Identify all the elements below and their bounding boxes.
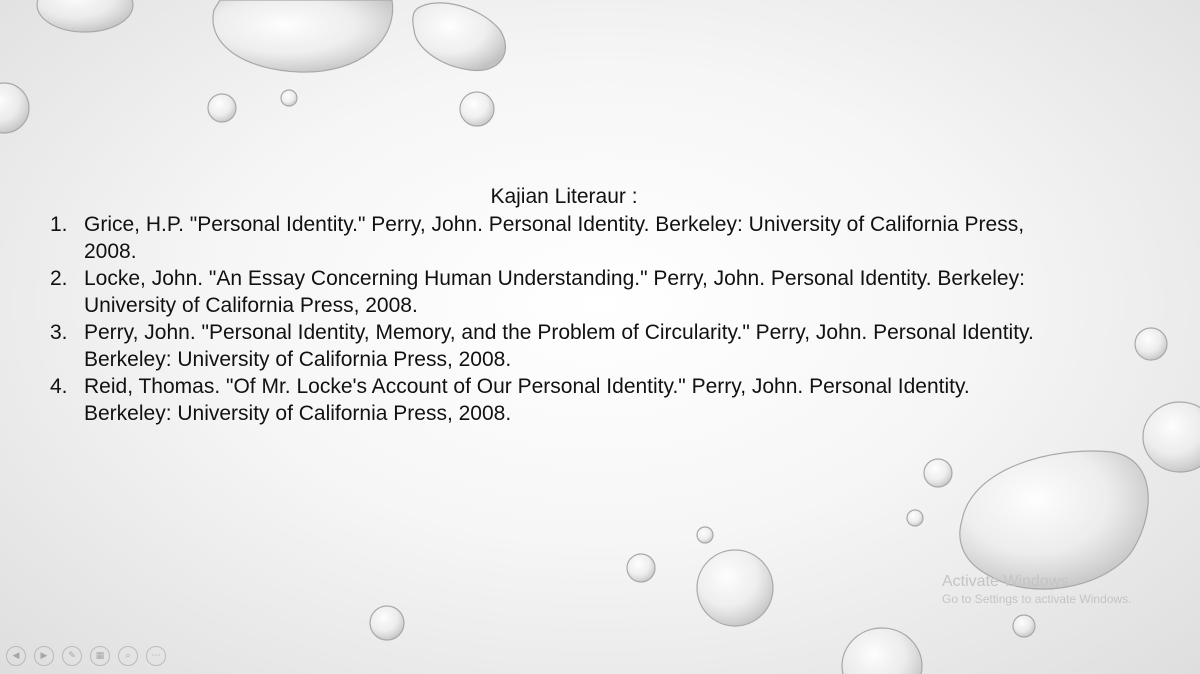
- water-drop: [1135, 328, 1167, 360]
- water-drop: [413, 3, 506, 71]
- activate-windows-watermark: [942, 572, 1131, 607]
- list-item: [50, 211, 1040, 265]
- list-item: [50, 373, 1040, 427]
- reference-list: [50, 211, 1040, 427]
- zoom-icon[interactable]: ⌕: [118, 646, 138, 666]
- list-item: [50, 265, 1040, 319]
- list-number: 2.: [50, 267, 68, 290]
- water-drop: [627, 554, 655, 582]
- water-drop: [924, 459, 952, 487]
- water-drop: [1143, 402, 1200, 472]
- list-number: 4.: [50, 375, 68, 398]
- reference-text: Locke, John. "An Essay Concerning Human Understanding." Perry, John. Personal Identity. Berkeley: University of California Press, 2008.: [84, 267, 1025, 317]
- watermark-subtitle: Go to Settings to activate Windows.: [942, 592, 1132, 606]
- water-drop: [1013, 615, 1035, 637]
- water-drop: [213, 0, 393, 72]
- list-number: 1.: [50, 213, 68, 236]
- water-drop: [697, 550, 773, 626]
- water-drop: [37, 0, 133, 32]
- previous-icon[interactable]: ◀: [6, 646, 26, 666]
- pen-icon[interactable]: ✎: [62, 646, 82, 666]
- water-drop: [281, 90, 297, 106]
- list-number: 3.: [50, 321, 68, 344]
- list-item: [50, 319, 1040, 373]
- more-icon[interactable]: ⋯: [146, 646, 166, 666]
- next-icon[interactable]: ▶: [34, 646, 54, 666]
- reference-text: Perry, John. "Personal Identity, Memory, and the Problem of Circularity." Perry, John. Personal Identity. Berkeley: University of California Press, 2008.: [84, 321, 1034, 371]
- water-drop: [0, 83, 29, 133]
- water-drop: [460, 92, 494, 126]
- water-drop: [208, 94, 236, 122]
- water-drop: [960, 451, 1148, 589]
- water-drop: [842, 628, 922, 674]
- water-drop: [370, 606, 404, 640]
- water-drop: [697, 527, 713, 543]
- watermark-title: Activate Windows: [942, 573, 1069, 590]
- reference-text: Reid, Thomas. "Of Mr. Locke's Account of Our Personal Identity." Perry, John. Personal Identity. Berkeley: University of California Press, 2008.: [84, 375, 970, 425]
- water-drop: [907, 510, 923, 526]
- reference-text: Grice, H.P. "Personal Identity." Perry, John. Personal Identity. Berkeley: University of California Press, 2008.: [84, 213, 1025, 263]
- slide-title: Kajian Literaur :: [490, 185, 638, 208]
- slides-grid-icon[interactable]: ▦: [90, 646, 110, 666]
- slideshow-controls: [6, 646, 166, 666]
